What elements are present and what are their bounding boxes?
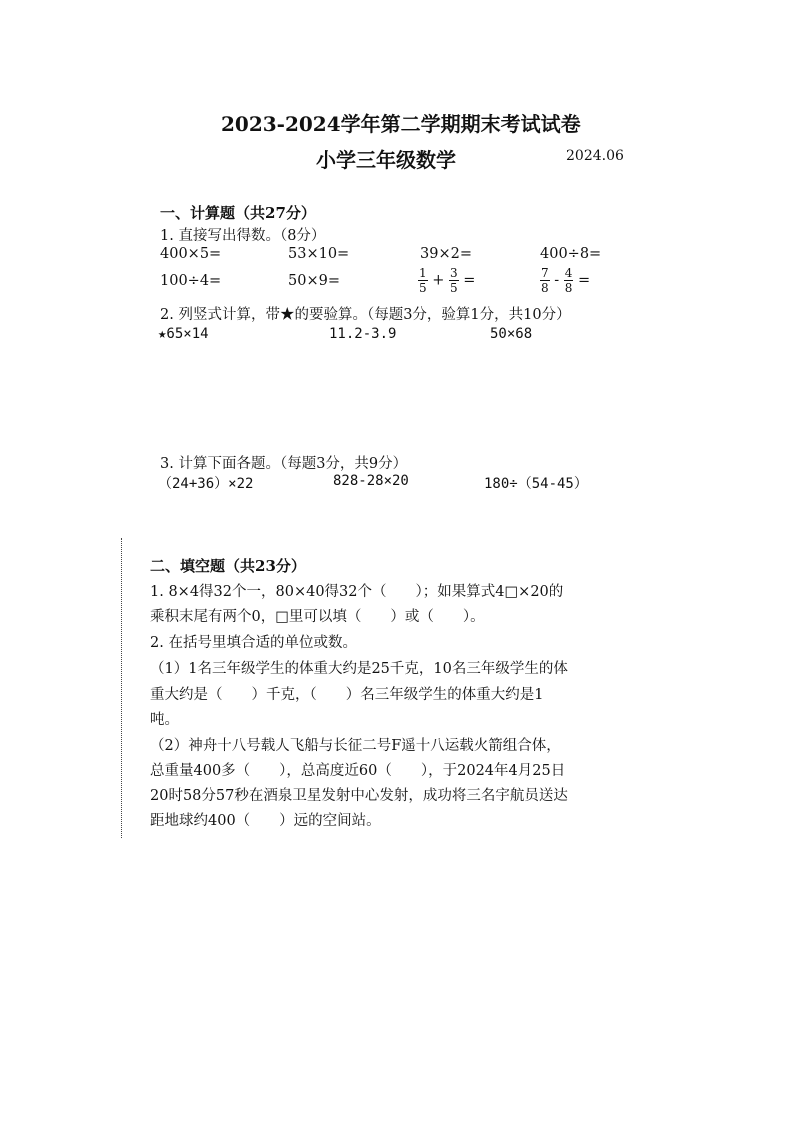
fraction: $\frac{1}{5}$ — [419, 266, 427, 295]
q3-item-3: 180÷（54-45） — [484, 476, 588, 492]
fraction: $\frac{3}{5}$ — [450, 266, 458, 295]
fill-line-8: 总重量400多（ ），总高度近60（ ），于2024年4月25日 — [150, 763, 566, 779]
q1-item-3: 39×2= — [420, 246, 472, 262]
q3-item-1: （24+36）×22 — [158, 476, 254, 492]
fraction: $\frac{4}{8}$ — [564, 266, 573, 295]
fill-line-4: （1）1名三年级学生的体重大约是25千克，10名三年级学生的体 — [150, 661, 568, 677]
q1-item-2: 53×10= — [288, 246, 350, 262]
q1-fraction-sum: $\frac{1}{5}$ + $\frac{3}{5}$ = — [419, 266, 476, 295]
fill-line-9: 20时58分57秒在酒泉卫星发射中心发射，成功将三名宇航员送达 — [150, 788, 568, 804]
q2-item-2: 11.2-3.9 — [329, 326, 397, 342]
q1-item-6: 50×9= — [288, 273, 340, 289]
fraction: $\frac{7}{8}$ — [541, 266, 549, 295]
fill-line-2: 乘积末尾有两个0，□里可以填（ ）或（ ）。 — [150, 609, 485, 625]
q2-item-3: 50×68 — [490, 326, 533, 342]
q1-item-1: 400×5= — [160, 246, 222, 262]
q3-item-2: 828-28×20 — [333, 473, 409, 489]
exam-subtitle: 小学三年级数学 — [316, 148, 456, 172]
q2-prompt: 2. 列竖式计算，带★的要验算。（每题3分，验算1分，共10分） — [160, 307, 571, 323]
fill-line-1: 1. 8×4得32个一，80×40得32个（ ）；如果算式4□×20的 — [150, 584, 564, 600]
section1-heading: 一、计算题（共27分） — [160, 204, 316, 222]
section2-heading: 二、填空题（共23分） — [150, 557, 306, 575]
fill-line-5: 重大约是（ ）千克，（ ）名三年级学生的体重大约是1 — [150, 687, 544, 703]
fill-line-7: （2）神舟十八号载人飞船与长征二号F遥十八运载火箭组合体， — [150, 738, 561, 754]
q1-item-4: 400÷8= — [540, 246, 602, 262]
exam-date: 2024.06 — [566, 148, 624, 164]
binding-dotted-line — [121, 538, 122, 838]
fill-line-10: 距地球约400（ ）远的空间站。 — [150, 813, 381, 829]
fill-line-6: 吨。 — [150, 712, 179, 728]
exam-title: 2023-2024学年第二学期期末考试试卷 — [221, 112, 581, 136]
q1-prompt: 1. 直接写出得数。（8分） — [160, 228, 326, 244]
q3-prompt: 3. 计算下面各题。（每题3分，共9分） — [160, 456, 408, 472]
q1-fraction-diff: $\frac{7}{8}$ - $\frac{4}{8}$ = — [541, 266, 591, 295]
q1-item-5: 100÷4= — [160, 273, 222, 289]
q2-item-1: ★65×14 — [158, 326, 209, 342]
fill-line-3: 2. 在括号里填合适的单位或数。 — [150, 635, 357, 651]
